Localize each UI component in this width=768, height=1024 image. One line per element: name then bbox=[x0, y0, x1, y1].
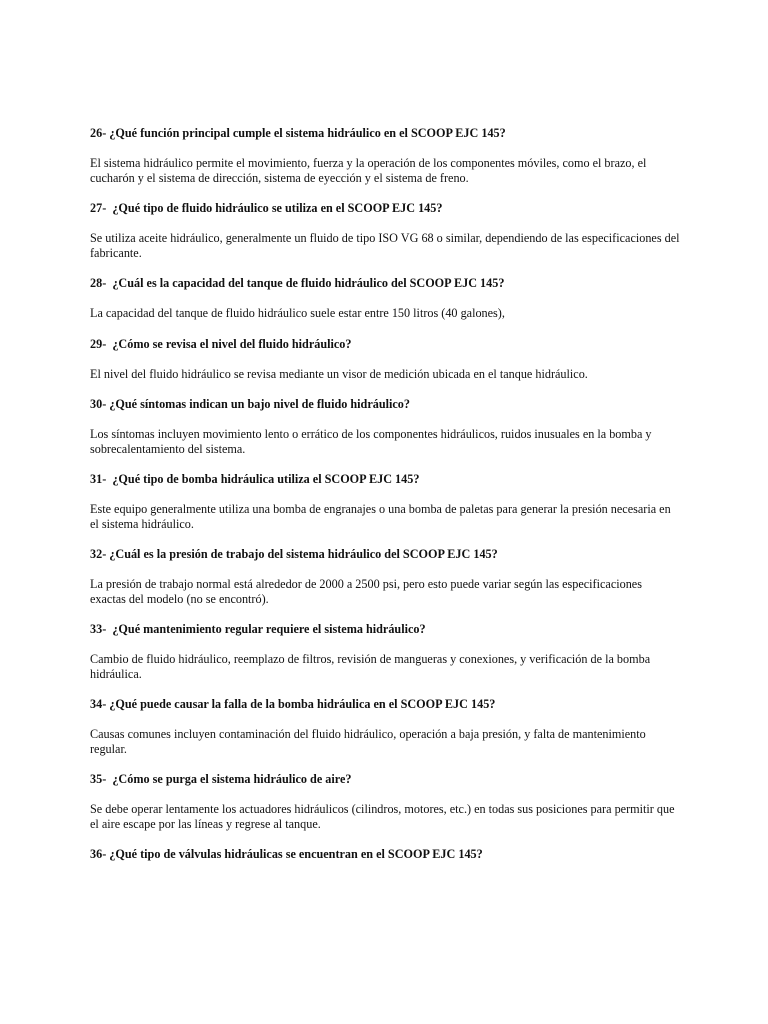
question-35: 35- ¿Cómo se purga el sistema hidráulico de aire? bbox=[90, 772, 352, 786]
answer-28: La capacidad del tanque de fluido hidráulico suele estar entre 150 litros (40 galones), bbox=[90, 306, 505, 320]
question-31: 31- ¿Qué tipo de bomba hidráulica utiliza el SCOOP EJC 145? bbox=[90, 472, 420, 486]
answer-31: Este equipo generalmente utiliza una bomba de engranajes o una bomba de paletas para generar la presión necesaria en el sistema hidráulico. bbox=[90, 502, 671, 531]
qa-item-27 bbox=[90, 201, 680, 260]
answer-26: El sistema hidráulico permite el movimiento, fuerza y la operación de los componentes móviles, como el brazo, el cucharón y el sistema de dirección, sistema de eyección y el sistema de freno. bbox=[90, 156, 647, 185]
qa-item-34 bbox=[90, 697, 680, 756]
qa-item-26 bbox=[90, 126, 680, 185]
qa-item-33 bbox=[90, 622, 680, 681]
question-33: 33- ¿Qué mantenimiento regular requiere el sistema hidráulico? bbox=[90, 622, 426, 636]
qa-item-28 bbox=[90, 276, 680, 321]
document-content bbox=[90, 126, 680, 877]
answer-33: Cambio de fluido hidráulico, reemplazo de filtros, revisión de mangueras y conexiones, y verificación de la bomba hidráulica. bbox=[90, 652, 651, 681]
qa-item-32 bbox=[90, 547, 680, 606]
question-27: 27- ¿Qué tipo de fluido hidráulico se utiliza en el SCOOP EJC 145? bbox=[90, 201, 443, 215]
qa-item-35 bbox=[90, 772, 680, 831]
question-32: 32- ¿Cuál es la presión de trabajo del sistema hidráulico del SCOOP EJC 145? bbox=[90, 547, 498, 561]
answer-27: Se utiliza aceite hidráulico, generalmente un fluido de tipo ISO VG 68 o similar, dependiendo de las especificaciones del fabricante. bbox=[90, 231, 680, 260]
answer-32: La presión de trabajo normal está alrededor de 2000 a 2500 psi, pero esto puede variar según las especificaciones exactas del modelo (no se encontró). bbox=[90, 577, 642, 606]
answer-30: Los síntomas incluyen movimiento lento o errático de los componentes hidráulicos, ruidos inusuales en la bomba y sobrecalentamiento del sistema. bbox=[90, 427, 652, 456]
question-34: 34- ¿Qué puede causar la falla de la bomba hidráulica en el SCOOP EJC 145? bbox=[90, 697, 496, 711]
qa-item-29 bbox=[90, 337, 680, 382]
answer-35: Se debe operar lentamente los actuadores hidráulicos (cilindros, motores, etc.) en todas sus posiciones para permitir que el aire escape por las líneas y regrese al tanque. bbox=[90, 802, 675, 831]
qa-item-36 bbox=[90, 847, 680, 862]
question-29: 29- ¿Cómo se revisa el nivel del fluido hidráulico? bbox=[90, 336, 352, 351]
qa-item-31 bbox=[90, 472, 680, 531]
qa-item-30 bbox=[90, 397, 680, 456]
answer-29: El nivel del fluido hidráulico se revisa mediante un visor de medición ubicada en el tanque hidráulico. bbox=[90, 366, 588, 381]
question-28: 28- ¿Cuál es la capacidad del tanque de fluido hidráulico del SCOOP EJC 145? bbox=[90, 276, 505, 290]
question-36: 36- ¿Qué tipo de válvulas hidráulicas se encuentran en el SCOOP EJC 145? bbox=[90, 847, 483, 861]
answer-34: Causas comunes incluyen contaminación del fluido hidráulico, operación a baja presión, y falta de mantenimiento regular. bbox=[90, 727, 646, 756]
question-30: 30- ¿Qué síntomas indican un bajo nivel de fluido hidráulico? bbox=[90, 397, 410, 411]
question-26: 26- ¿Qué función principal cumple el sistema hidráulico en el SCOOP EJC 145? bbox=[90, 126, 506, 140]
